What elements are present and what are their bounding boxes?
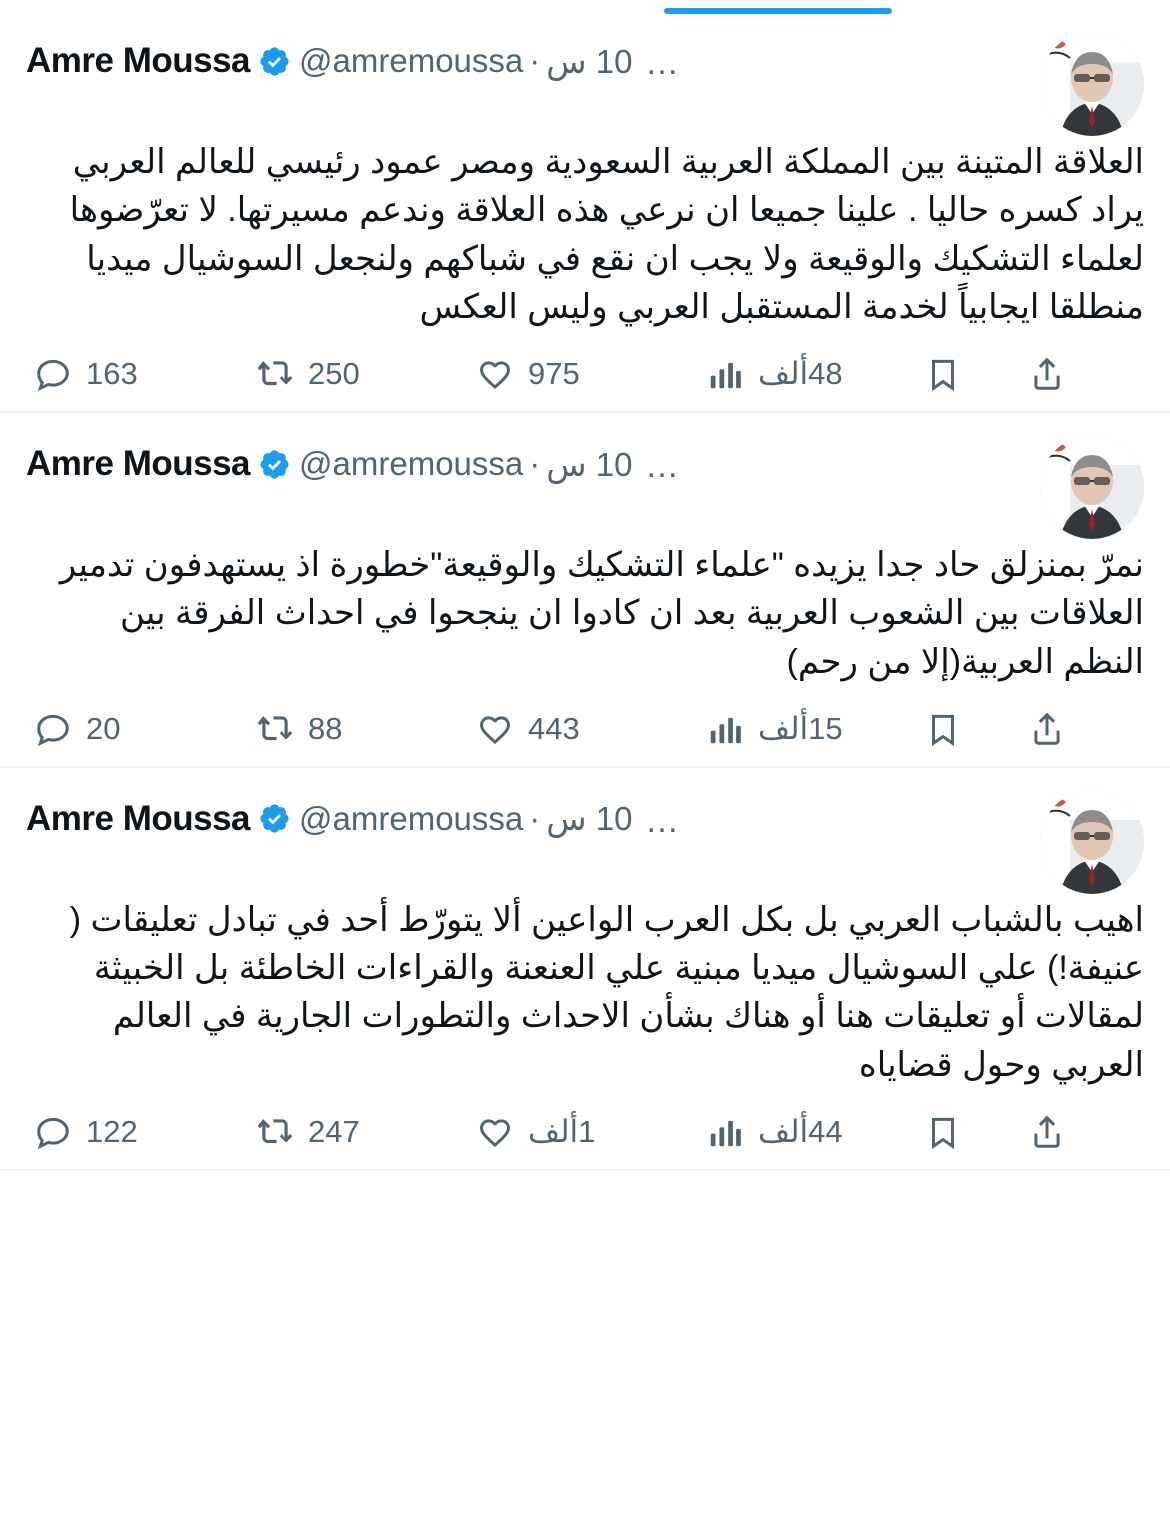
retweet-action[interactable] (256, 1113, 476, 1151)
share-action[interactable] (1028, 710, 1098, 748)
like-action[interactable] (476, 710, 706, 748)
retweet-action[interactable] (256, 355, 476, 393)
retweet-count: 88 (308, 710, 343, 746)
retweet-count: 250 (308, 356, 360, 392)
author-handle[interactable]: @amremoussa (299, 42, 524, 79)
author-row (26, 794, 1026, 844)
share-icon (1028, 355, 1066, 393)
more-horizontal-icon[interactable]: … (644, 44, 682, 82)
reply-action[interactable] (34, 710, 256, 748)
top-tab-indicator-bar (0, 0, 1170, 10)
meta-separator: · (529, 42, 541, 79)
retweet-icon (256, 355, 294, 393)
tweet-text: العلاقة المتينة بين المملكة العربية السعودية ومصر عمود رئيسي للعالم العربي يراد كسره حاليا . علينا جميعا ان نرعي هذه العلاقة وندعم مسيرتها. لا تعرّضوها لعلماء التشكيك والوقيعة ولا يجب ان نقع في شباكهم ولنجعل السوشيال ميديا منطلقا ايجابياً لخدمة المستقبل العربي وليس العكس (60, 143, 1144, 326)
verified-badge-icon (258, 448, 291, 481)
avatar[interactable] (1040, 32, 1144, 136)
tweet-actions (26, 1113, 1144, 1151)
tweet-text: اهيب بالشباب العربي بل بكل العرب الواعين ألا يتورّط أحد في تبادل تعليقات ( عنيفة!) علي السوشيال ميديا مبنية علي العنعنة والقراءات الخاطئة بل الخبيثة لمقالات أو تعليقات هنا أو هناك بشأن الاحداث والتطورات الجارية في العالم العربي وحول قضاياه (60, 900, 1144, 1084)
author-display-name[interactable]: Amre Moussa (26, 41, 251, 80)
retweet-count: 247 (308, 1113, 360, 1149)
share-action[interactable] (1028, 1113, 1098, 1151)
tweet-header (26, 790, 1144, 894)
tweet-actions (26, 355, 1144, 393)
tweet-meta (299, 445, 632, 484)
views-bar-chart-icon (706, 1113, 744, 1151)
bookmark-action[interactable] (924, 1113, 1028, 1151)
reply-count: 163 (86, 356, 138, 392)
tweet-timestamp: 10 س (546, 445, 633, 483)
author-display-name[interactable]: Amre Moussa (26, 444, 251, 484)
author-handle[interactable]: @amremoussa (299, 445, 524, 483)
share-action[interactable] (1028, 355, 1098, 393)
tweet-timestamp: 10 س (546, 42, 633, 80)
tweet-timestamp: 10 س (546, 800, 633, 838)
tweet-header-main (26, 32, 1026, 86)
views-count: 15ألف (758, 710, 843, 746)
tweet-item[interactable] (0, 413, 1170, 768)
retweet-icon (256, 710, 294, 748)
views-bar-chart-icon (706, 355, 744, 393)
like-heart-icon (476, 355, 514, 393)
views-action[interactable] (706, 355, 924, 393)
views-action[interactable] (706, 710, 924, 748)
like-count: 443 (528, 710, 580, 746)
author-handle[interactable]: @amremoussa (299, 799, 524, 837)
like-heart-icon (476, 1113, 514, 1151)
bookmark-action[interactable] (924, 355, 1028, 393)
more-horizontal-icon[interactable]: … (644, 801, 682, 840)
like-action[interactable] (476, 355, 706, 393)
avatar[interactable] (1040, 790, 1144, 894)
bookmark-action[interactable] (924, 710, 1028, 748)
like-heart-icon (476, 710, 514, 748)
tweet-header-main (26, 435, 1026, 489)
verified-badge-icon (258, 45, 291, 78)
views-count: 48ألف (758, 356, 843, 392)
more-horizontal-icon[interactable]: … (644, 447, 682, 486)
avatar[interactable] (1040, 435, 1144, 539)
author-display-name[interactable]: Amre Moussa (26, 798, 251, 838)
reply-count: 20 (86, 710, 121, 746)
author-row (26, 439, 1026, 489)
author-row (26, 36, 1026, 86)
share-icon (1028, 1113, 1066, 1151)
views-bar-chart-icon (706, 710, 744, 748)
tweet-actions (26, 710, 1144, 748)
verified-badge-icon (258, 802, 291, 835)
tweet-header (26, 32, 1144, 136)
share-icon (1028, 710, 1066, 748)
reply-icon (34, 355, 72, 393)
reply-count: 122 (86, 1113, 138, 1149)
tweet-item[interactable] (0, 768, 1170, 1171)
reply-icon (34, 710, 72, 748)
views-action[interactable] (706, 1113, 924, 1151)
reply-icon (34, 1113, 72, 1151)
tweet-header-main (26, 790, 1026, 844)
meta-separator: · (529, 445, 541, 483)
tweet-item[interactable] (0, 10, 1170, 413)
bookmark-icon (924, 710, 962, 748)
tweet-meta (299, 799, 632, 838)
tweet-text: نمرّ بمنزلق حاد جدا يزيده "علماء التشكيك والوقيعة"خطورة اذ يستهدفون تدمير العلاقات بين الشعوب العربية بعد ان كادوا ان ينجحوا في احداث الفرقة بين النظم العربية(إلا من رحم) (50, 546, 1144, 681)
retweet-action[interactable] (256, 710, 476, 748)
reply-action[interactable] (34, 355, 256, 393)
views-count: 44ألف (758, 1113, 843, 1149)
like-action[interactable] (476, 1113, 706, 1151)
reply-action[interactable] (34, 1113, 256, 1151)
tweet-header (26, 435, 1144, 539)
like-count: 1ألف (528, 1113, 596, 1149)
tweet-meta (299, 42, 632, 81)
meta-separator: · (529, 799, 541, 837)
retweet-icon (256, 1113, 294, 1151)
like-count: 975 (528, 356, 580, 392)
bookmark-icon (924, 1113, 962, 1151)
bookmark-icon (924, 355, 962, 393)
